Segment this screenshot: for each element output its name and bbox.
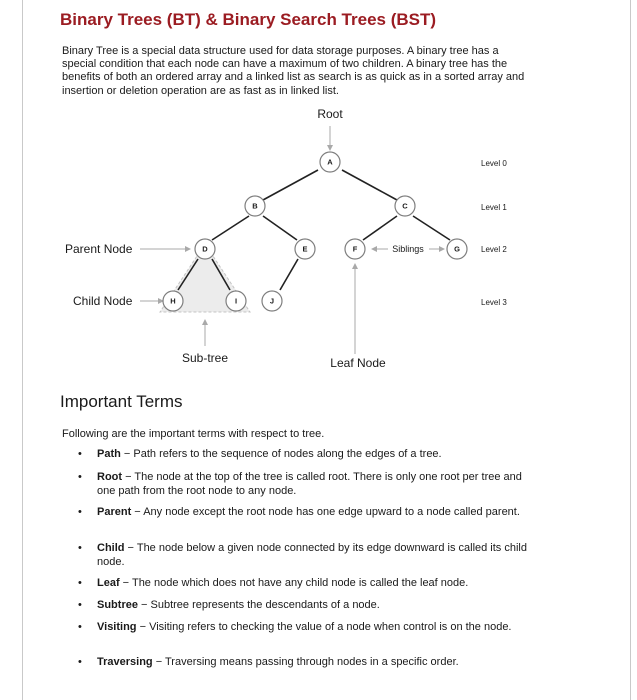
term-root [78,471,538,498]
node-label-d: D [202,244,208,254]
term-description: The node which does not have any child node is called the leaf node. [131,577,469,589]
page-title: Binary Trees (BT) & Binary Search Trees (BST) [60,10,437,29]
term-visiting [78,621,538,635]
bullet: • [78,599,82,611]
node-label-f: F [352,244,358,254]
term-traversing [78,656,538,670]
node-label-a: A [327,157,333,167]
level-3-label: Level 3 [481,298,507,307]
term-separator: − [122,471,135,483]
parent-node-label: Parent Node [65,242,133,256]
child-node-label: Child Node [73,294,133,308]
edge-a-c [342,170,397,200]
node-label-h: H [170,296,176,306]
term-name: Parent [97,506,132,518]
term-path [78,448,538,462]
bullet: • [78,506,82,518]
term-description: The node at the top of the tree is called root. There is only one root per tree and one path from the root node to any node. [97,471,522,497]
edge-c-g [413,216,450,240]
bullet: • [78,471,82,483]
term-parent [78,506,538,520]
root-label: Root [317,107,343,121]
term-separator: − [136,621,150,633]
term-description: Visiting refers to checking the value of a node when control is on the node. [149,621,512,633]
intro-paragraph: Binary Tree is a special data structure used for data storage purposes. A binary tree has a special condition that each node can have a maximum of two children. A binary tree has the benefits of both an ordered array and a linked list as search is as quick as in a sorted array and insertion or deletion operation are as fast as in linked list. [62,45,525,97]
edge-b-e [263,216,297,240]
bullet: • [78,577,82,589]
bullet: • [78,542,82,554]
term-leaf [78,577,538,591]
term-separator: − [131,506,144,518]
subtree-label: Sub-tree [181,351,229,365]
node-label-c: C [402,201,408,211]
binary-tree-diagram [0,100,637,380]
node-label-i: I [234,296,238,306]
level-0-label: Level 0 [481,159,507,168]
siblings-label: Siblings [392,244,424,254]
term-separator: − [152,656,165,668]
edge-b-d [212,216,249,240]
term-subtree [78,599,538,613]
term-name: Visiting [97,621,137,633]
term-separator: − [124,542,137,554]
annotation-arrows [140,126,444,354]
term-description: Path refers to the sequence of nodes along the edges of a tree. [133,448,442,460]
term-separator: − [120,448,134,460]
node-label-j: J [269,296,275,306]
term-description: The node below a given node connected by its edge downward is called its child node. [97,542,527,568]
tree-edges [178,170,450,290]
term-description: Any node except the root node has one edge upward to a node called parent. [143,506,520,518]
term-description: Subtree represents the descendants of a node. [150,599,380,611]
important-terms-heading: Important Terms [60,392,183,411]
term-separator: − [137,599,151,611]
edge-c-f [363,216,397,240]
node-label-b: B [252,201,258,211]
bullet: • [78,621,82,633]
term-name: Path [97,448,121,460]
term-name: Traversing [97,656,153,668]
term-name: Child [97,542,125,554]
edge-e-j [280,259,298,290]
term-child [78,542,538,569]
term-name: Root [97,471,123,483]
term-description: Traversing means passing through nodes in a specific order. [164,656,459,668]
term-separator: − [119,577,132,589]
bullet: • [78,448,82,460]
node-label-g: G [454,244,460,254]
level-2-label: Level 2 [481,245,507,254]
edge-a-b [263,170,318,200]
leaf-node-label: Leaf Node [330,356,386,370]
important-terms-intro: Following are the important terms with respect to tree. [62,428,325,440]
term-name: Subtree [97,599,138,611]
node-label-e: E [302,244,308,254]
term-name: Leaf [97,577,120,589]
level-1-label: Level 1 [481,203,507,212]
bullet: • [78,656,82,668]
